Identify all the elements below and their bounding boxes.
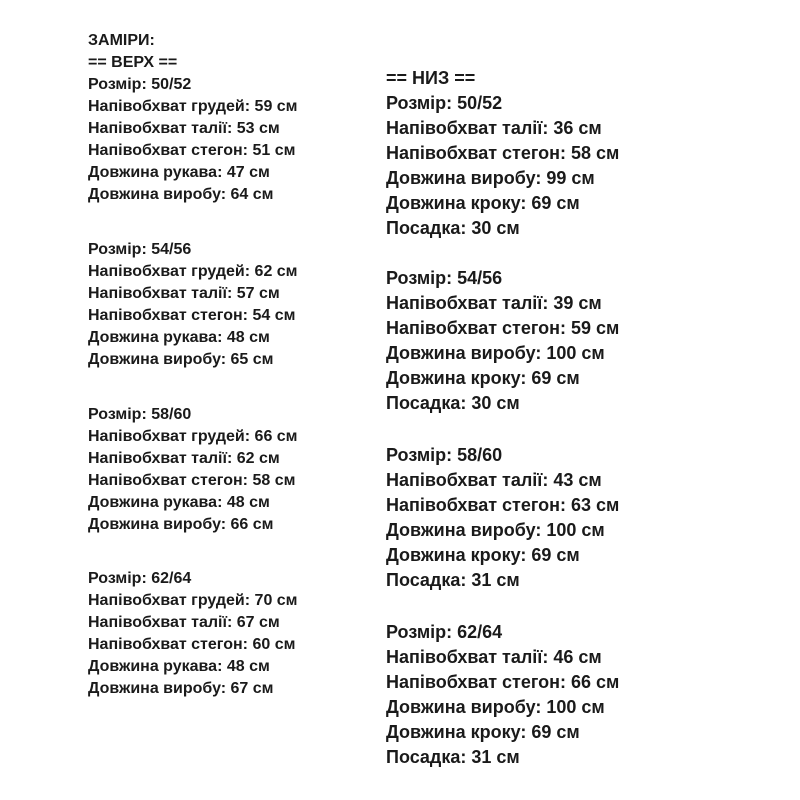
bottom-group-3-line-1: Напівобхват талії: 43 см: [386, 470, 602, 490]
bottom-group-1-line-3: Довжина виробу: 99 см: [386, 168, 595, 188]
bottom-group-4-line-5: Посадка: 31 см: [386, 747, 520, 767]
top-group-2-line-2: Напівобхват талії: 57 см: [88, 285, 280, 302]
top-group-3-size: Розмір: 58/60: [88, 406, 192, 423]
top-group-4-size: Розмір: 62/64: [88, 570, 192, 587]
bottom-group-3: [386, 443, 619, 593]
top-group-4: [88, 568, 298, 700]
top-group-1-line-2: Напівобхват талії: 53 см: [88, 120, 280, 137]
bottom-group-1-line-2: Напівобхват стегон: 58 см: [386, 143, 620, 163]
bottom-group-3-size: Розмір: 58/60: [386, 445, 503, 465]
top-group-1-line-5: Довжина виробу: 64 см: [88, 186, 274, 203]
bottom-group-4-line-1: Напівобхват талії: 46 см: [386, 647, 602, 667]
top-group-1-size: Розмір: 50/52: [88, 76, 192, 93]
bottom-group-4-line-3: Довжина виробу: 100 см: [386, 697, 605, 717]
bottom-group-1-size: Розмір: 50/52: [386, 93, 503, 113]
top-group-4-line-3: Напівобхват стегон: 60 см: [88, 636, 296, 653]
top-group-1: [88, 74, 298, 206]
top-group-2-line-5: Довжина виробу: 65 см: [88, 351, 274, 368]
bottom-group-3-line-2: Напівобхват стегон: 63 см: [386, 495, 620, 515]
top-group-4-line-1: Напівобхват грудей: 70 см: [88, 592, 298, 609]
bottom-group-2-line-2: Напівобхват стегон: 59 см: [386, 318, 620, 338]
bottom-group-2-line-5: Посадка: 30 см: [386, 393, 520, 413]
bottom-group-2-line-4: Довжина кроку: 69 см: [386, 368, 580, 388]
bottom-group-2-line-1: Напівобхват талії: 39 см: [386, 293, 602, 313]
bottom-group-4-line-2: Напівобхват стегон: 66 см: [386, 672, 620, 692]
page-title: ЗАМІРИ:: [88, 32, 155, 49]
bottom-group-3-line-4: Довжина кроку: 69 см: [386, 545, 580, 565]
top-group-2-line-1: Напівобхват грудей: 62 см: [88, 263, 298, 280]
bottom-group-4: [386, 620, 619, 770]
bottom-group-3-line-3: Довжина виробу: 100 см: [386, 520, 605, 540]
top-group-1-line-1: Напівобхват грудей: 59 см: [88, 98, 298, 115]
bottom-group-2-line-3: Довжина виробу: 100 см: [386, 343, 605, 363]
top-group-2: [88, 239, 298, 371]
bottom-group-1-line-4: Довжина кроку: 69 см: [386, 193, 580, 213]
top-group-1-line-4: Довжина рукава: 47 см: [88, 164, 270, 181]
top-group-3-line-5: Довжина виробу: 66 см: [88, 516, 274, 533]
bottom-group-4-line-4: Довжина кроку: 69 см: [386, 722, 580, 742]
top-heading: == ВЕРХ ==: [88, 54, 178, 71]
top-group-2-size: Розмір: 54/56: [88, 241, 192, 258]
bottom-group-3-line-5: Посадка: 31 см: [386, 570, 520, 590]
top-group-2-line-3: Напівобхват стегон: 54 см: [88, 307, 296, 324]
top-group-4-line-5: Довжина виробу: 67 см: [88, 680, 274, 697]
bottom-group-1-line-5: Посадка: 30 см: [386, 218, 520, 238]
bottom-heading: == НИЗ ==: [386, 68, 476, 88]
top-group-3-line-1: Напівобхват грудей: 66 см: [88, 428, 298, 445]
top-group-1-line-3: Напівобхват стегон: 51 см: [88, 142, 296, 159]
top-group-3-line-3: Напівобхват стегон: 58 см: [88, 472, 296, 489]
top-group-4-line-2: Напівобхват талії: 67 см: [88, 614, 280, 631]
bottom-group-4-size: Розмір: 62/64: [386, 622, 503, 642]
top-group-3-line-2: Напівобхват талії: 62 см: [88, 450, 280, 467]
top-group-4-line-4: Довжина рукава: 48 см: [88, 658, 270, 675]
top-group-3: [88, 404, 298, 536]
bottom-group-2-size: Розмір: 54/56: [386, 268, 503, 288]
top-group-3-line-4: Довжина рукава: 48 см: [88, 494, 270, 511]
bottom-group-1: [386, 91, 619, 241]
bottom-group-1-line-1: Напівобхват талії: 36 см: [386, 118, 602, 138]
bottom-group-2: [386, 266, 619, 416]
top-group-2-line-4: Довжина рукава: 48 см: [88, 329, 270, 346]
